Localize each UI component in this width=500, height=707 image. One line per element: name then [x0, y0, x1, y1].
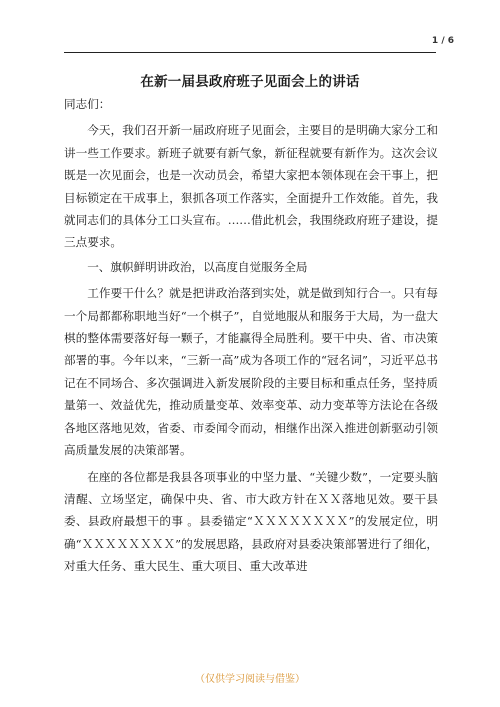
document-body: [64, 93, 438, 578]
header-divider: [64, 52, 436, 53]
page-number: 1 / 6: [431, 36, 454, 46]
body-paragraph: 在座的各位都是我县各项事业的中坚力量、“关键少数”，一定要头脑清醒、立场坚定，确保中央、省、市大政方针在ＸＸ落地见效。要干县委、县政府最想干的事 。县委锚定“ＸＸＸＸＸＸＸＸ”的发展定位，明确“ＸＸＸＸＸＸＸＸ”的发展思路，县政府对县委决策部署进行了细化，对重大任务、重大民生、重大项目、重大改革进: [64, 469, 438, 574]
body-paragraph: 今天，我们召开新一届政府班子见面会，主要目的是明确大家分工和讲一些工作要求。新班子就要有新气象，新征程就要有新作为。这次会议既是一次见面会，也是一次动员会，希望大家把本领体现在会干事上，把目标锁定在干成事上，狠抓各项工作落实，全面提升工作效能。首先，我就同志们的具体分工口头宣布。……借此机会，我围绕政府班子建设，提三点要求。: [64, 123, 438, 250]
salutation: 同志们：: [64, 97, 111, 111]
body-paragraph: 工作要干什么？就是把讲政治落到实处，就是做到知行合一。只有每一个局都都称职地当好“一个棋子”，自觉地服从和服务于大局，为一盘大棋的整体需要落好每一颗子，才能赢得全局胜利。要干中央、省、市决策部署的事。今年以来，“三新一高”成为各项工作的“冠名词”，习近平总书记在不同场合、多次强调进入新发展阶段的主要目标和重点任务，坚持质量第一、效益优先，推动质量变革、效率变革、动力变革等方法论在各级各地区落地见效，省委、市委闻令而动，相继作出深入推进创新驱动引领高质量发展的决策部署。: [64, 286, 438, 458]
document-title: 在新一届县政府班子见面会上的讲话: [140, 74, 360, 90]
section-heading: 一、旗帜鲜明讲政治，以高度自觉服务全局: [87, 259, 308, 274]
footer-note: （仅供学习阅读与借鉴）: [195, 674, 305, 685]
